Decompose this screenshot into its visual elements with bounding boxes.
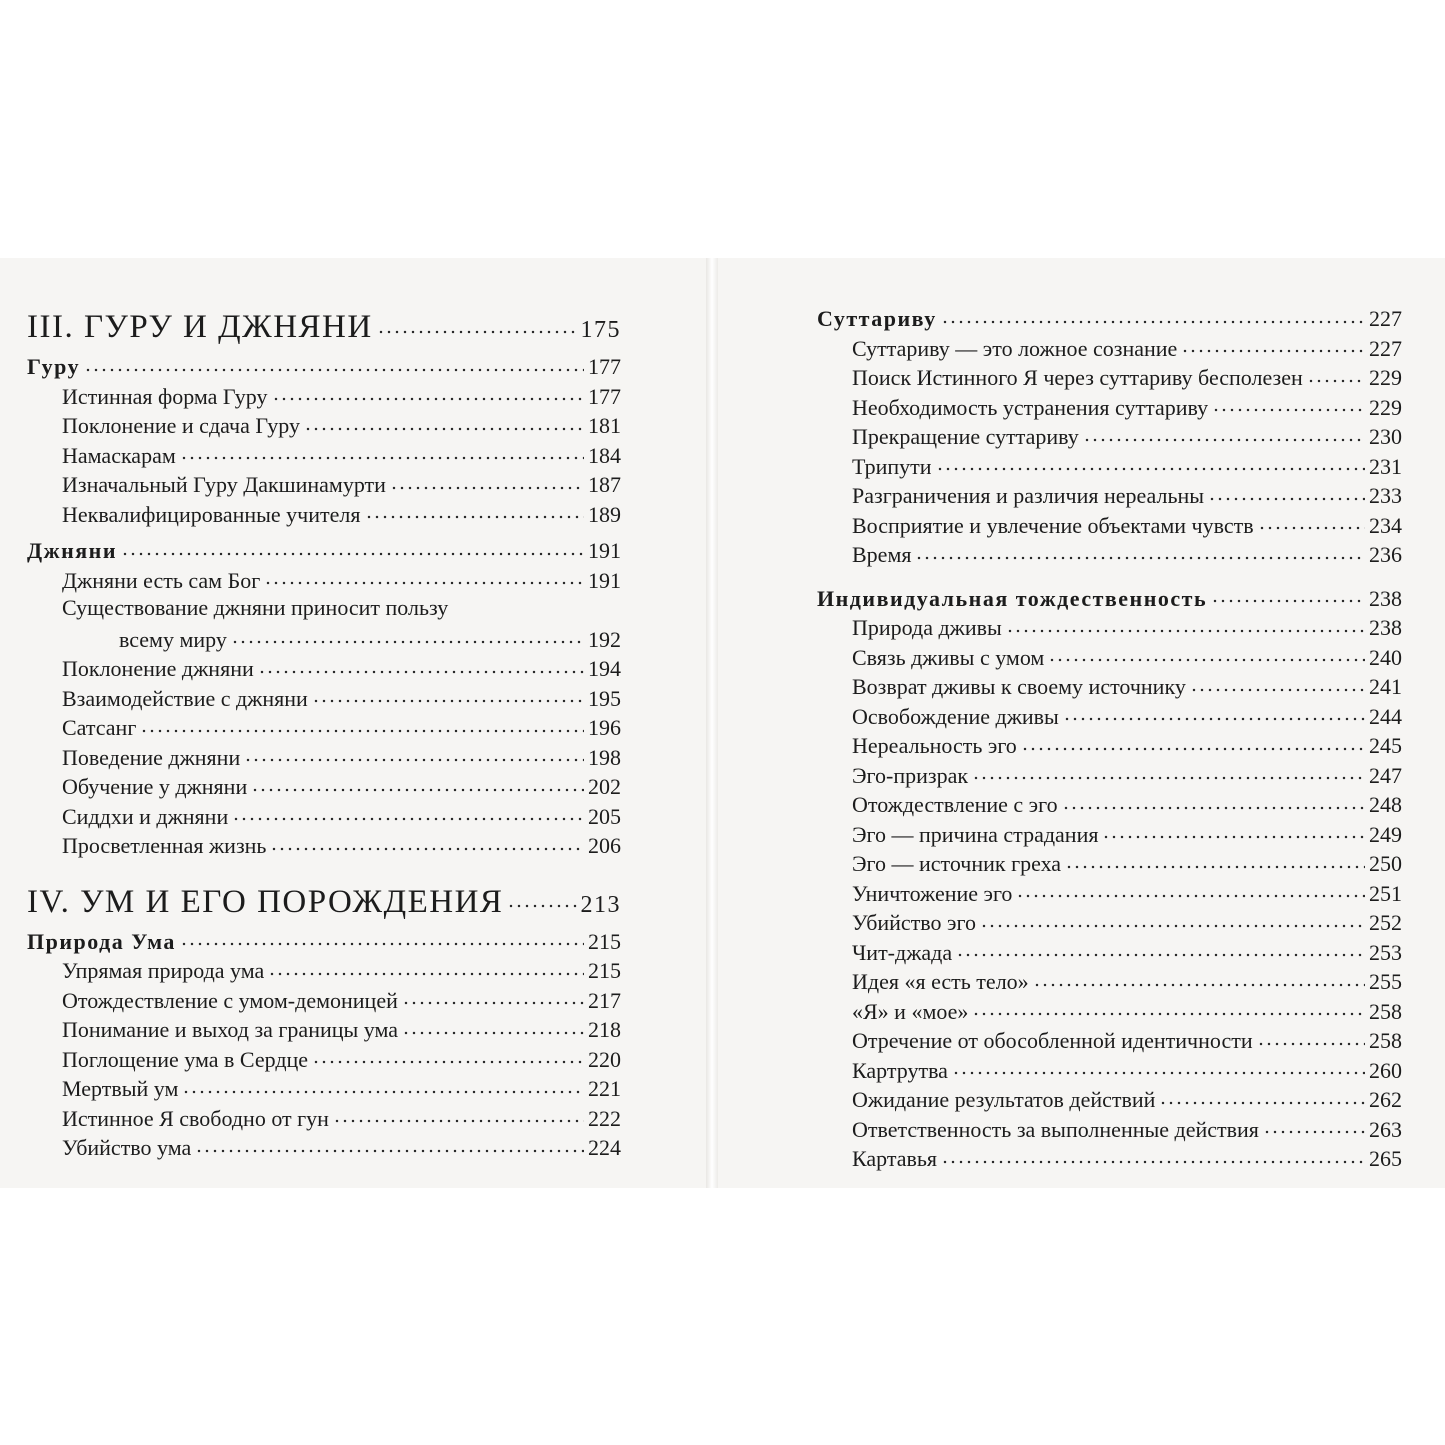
dot-leader: [1190, 672, 1365, 694]
entry-title: Истинная форма Гуру: [62, 383, 268, 409]
page-number: 238: [1369, 615, 1402, 640]
section-title: Гуру: [27, 354, 81, 379]
page-number: 247: [1369, 762, 1402, 788]
dot-leader: [365, 500, 585, 522]
dot-leader: [1083, 422, 1365, 444]
toc-entry: [27, 684, 621, 714]
dot-leader: [140, 713, 584, 735]
dot-leader: [1006, 613, 1365, 635]
left-toc-column: [27, 304, 621, 1163]
dot-leader: [272, 382, 584, 404]
dot-leader: [231, 625, 584, 647]
entry-title: Отождествление с эго: [852, 792, 1058, 817]
page-number: 244: [1369, 703, 1402, 729]
entry-title: Изначальный Гуру Дакшинамурти: [62, 472, 386, 497]
dot-leader: [251, 772, 584, 794]
toc-part-heading: [27, 879, 621, 921]
entry-title: Эго-призрак: [852, 762, 969, 788]
toc-entry: [27, 713, 621, 743]
dot-leader: [1062, 790, 1365, 812]
dot-leader: [390, 470, 584, 492]
entry-title: Суттариву — это ложное сознание: [852, 335, 1178, 361]
entry-title: Отождествление с умом-демоницей: [62, 987, 398, 1013]
page-number: 255: [1369, 969, 1402, 994]
toc-entry: [27, 986, 621, 1016]
toc-entry: [817, 967, 1402, 997]
toc-entry: [817, 334, 1402, 364]
toc-entry: [817, 761, 1402, 791]
page-number: 227: [1369, 335, 1402, 361]
page-number: 229: [1369, 394, 1402, 420]
page-number: 205: [588, 803, 621, 829]
toc-entry: [817, 540, 1402, 570]
page-number: 215: [588, 958, 621, 983]
entry-title: Отречение от обособленной идентичности: [852, 1028, 1253, 1053]
toc-entry: [817, 393, 1402, 423]
page-number: 251: [1369, 880, 1402, 906]
entry-title: Просветленная жизнь: [62, 833, 267, 858]
toc-entry: [817, 790, 1402, 820]
toc-entry: [27, 566, 621, 596]
dot-leader: [402, 1015, 584, 1037]
toc-entry: [817, 452, 1402, 482]
page-number: 217: [588, 987, 621, 1013]
section-title: Природа Ума: [27, 928, 176, 954]
toc-entry: [817, 363, 1402, 393]
toc-entry: [27, 772, 621, 802]
dot-leader: [956, 938, 1365, 960]
toc-entry: [817, 938, 1402, 968]
dot-leader: [121, 536, 584, 558]
page-number: 230: [1369, 424, 1402, 449]
entry-title: Картрутва: [852, 1057, 948, 1083]
dot-leader: [180, 441, 584, 463]
dot-leader: [312, 684, 584, 706]
toc-entry: [817, 1026, 1402, 1056]
toc-entry: [27, 654, 621, 684]
entry-title: Обучение у джняни: [62, 774, 248, 799]
toc-section-heading: [27, 927, 621, 957]
page-number: 245: [1369, 733, 1402, 758]
page-number: 218: [588, 1017, 621, 1042]
toc-entry: [817, 997, 1402, 1027]
page-number: 177: [588, 354, 621, 379]
entry-title: Эго — источник греха: [852, 851, 1062, 876]
toc-section-heading: [27, 536, 621, 566]
entry-title: Время: [852, 542, 912, 567]
page-number: 194: [588, 656, 621, 681]
dot-leader: [1016, 879, 1365, 901]
dot-leader: [1159, 1085, 1365, 1107]
page-number: 241: [1369, 674, 1402, 699]
page-number: 238: [1369, 585, 1402, 611]
entry-title: Прекращение суттариву: [852, 424, 1079, 449]
toc-section-heading: [817, 304, 1402, 334]
dot-leader: [180, 927, 584, 949]
entry-title: Упрямая природа ума: [62, 958, 265, 983]
entry-title: Существование джняни приносит пользу: [62, 595, 449, 620]
page-number: 192: [588, 626, 621, 652]
entry-title: Эго — причина страдания: [852, 821, 1099, 847]
dot-leader: [1307, 363, 1365, 385]
dot-leader: [915, 540, 1365, 562]
dot-leader: [1102, 820, 1365, 842]
dot-leader: [268, 956, 584, 978]
page-number: 198: [588, 744, 621, 770]
entry-title: Поклонение джняни: [62, 656, 254, 681]
page-number: 240: [1369, 644, 1402, 670]
dot-leader: [941, 1144, 1365, 1166]
toc-entry: [27, 382, 621, 412]
page-number: 187: [588, 472, 621, 497]
entry-title: Чит-джада: [852, 939, 953, 965]
toc-entry-continuation: [27, 625, 621, 655]
entry-title: Уничтожение эго: [852, 880, 1013, 906]
dot-leader: [1063, 702, 1365, 724]
toc-entry: [27, 1045, 621, 1075]
dot-leader: [258, 654, 584, 676]
toc-entry: [27, 831, 621, 861]
entry-title: Убийство эго: [852, 910, 976, 935]
entry-title: Поведение джняни: [62, 744, 241, 770]
page-number: 181: [588, 413, 621, 438]
toc-entry: [817, 613, 1402, 643]
page-number: 191: [588, 538, 621, 563]
toc-entry: [817, 731, 1402, 761]
dot-leader: [952, 1056, 1365, 1078]
dot-leader: [182, 1074, 584, 1096]
toc-entry: [817, 511, 1402, 541]
dot-leader: [84, 352, 584, 374]
dot-leader: [1065, 849, 1365, 871]
toc-entry: [27, 441, 621, 471]
dot-leader: [980, 908, 1365, 930]
toc-entry: [27, 1133, 621, 1163]
dot-leader: [972, 761, 1365, 783]
entry-title: Поглощение ума в Сердце: [62, 1046, 309, 1072]
dot-leader: [1263, 1115, 1365, 1137]
toc-entry: [817, 1144, 1402, 1174]
toc-entry: [817, 422, 1402, 452]
entry-title: Убийство ума: [62, 1135, 192, 1160]
toc-entry: [27, 1074, 621, 1104]
dot-leader: [941, 304, 1365, 326]
entry-title: Неквалифицированные учителя: [62, 501, 361, 527]
page-number: 206: [588, 833, 621, 858]
toc-entry: [817, 908, 1402, 938]
entry-title: Возврат дживы к своему источнику: [852, 674, 1186, 699]
dot-leader: [1021, 731, 1365, 753]
entry-title: Идея «я есть тело»: [852, 969, 1029, 994]
page-number: 260: [1369, 1057, 1402, 1083]
page-number: 263: [1369, 1116, 1402, 1142]
entry-title: Восприятие и увлечение объектами чувств: [852, 512, 1254, 538]
entry-title: Взаимодействие с джняни: [62, 685, 308, 711]
toc-entry: [27, 743, 621, 773]
toc-section-heading: [817, 584, 1402, 614]
toc-part-heading: [27, 304, 621, 346]
entry-title: Истинное Я свободно от гун: [62, 1105, 329, 1131]
section-title: Суттариву: [817, 306, 937, 331]
dot-leader: [1258, 511, 1365, 533]
page-number: 215: [588, 928, 621, 954]
part-title: IV. УМ И ЕГО ПОРОЖДЕНИЯ: [27, 883, 504, 920]
page-number: 250: [1369, 851, 1402, 876]
toc-entry: [817, 481, 1402, 511]
entry-title: Освобождение дживы: [852, 703, 1059, 729]
dot-leader: [232, 802, 584, 824]
toc-entry: [817, 672, 1402, 702]
toc-entry: [27, 1104, 621, 1134]
page-number: 175: [580, 317, 621, 343]
entry-title: Сатсанг: [62, 715, 137, 740]
right-toc-column: [817, 304, 1402, 1174]
dot-leader: [1208, 481, 1365, 503]
entry-title: Поиск Истинного Я через суттариву бесполезен: [852, 365, 1303, 390]
dot-leader: [264, 566, 584, 588]
toc-entry: [27, 802, 621, 832]
dot-leader: [333, 1104, 584, 1126]
part-title: III. ГУРУ И ДЖНЯНИ: [27, 309, 373, 345]
page-number: 248: [1369, 792, 1402, 817]
dot-leader: [402, 986, 584, 1008]
page-number: 258: [1369, 998, 1402, 1024]
book-gutter: [706, 258, 718, 1188]
entry-title: Трипути: [852, 453, 932, 479]
page-number: 222: [588, 1105, 621, 1131]
page-number: 196: [588, 715, 621, 740]
dot-leader: [507, 879, 576, 912]
toc-entry: [27, 411, 621, 441]
entry-title: Разграничения и различия нереальны: [852, 483, 1205, 508]
dot-leader: [1212, 393, 1365, 415]
page-number: 227: [1369, 306, 1402, 331]
page-number: 234: [1369, 512, 1402, 538]
entry-title: Джняни есть сам Бог: [62, 567, 261, 593]
entry-title: «Я» и «мое»: [852, 998, 969, 1024]
entry-title: Мертвый ум: [62, 1076, 179, 1101]
toc-entry: [27, 595, 621, 625]
entry-title: Нереальность эго: [852, 733, 1017, 758]
entry-title: Картавья: [852, 1146, 938, 1171]
dot-leader: [1181, 334, 1365, 356]
entry-title: Связь дживы с умом: [852, 644, 1045, 670]
dot-leader: [1033, 967, 1365, 989]
toc-entry: [27, 956, 621, 986]
page-number: 249: [1369, 821, 1402, 847]
page-number: 262: [1369, 1087, 1402, 1112]
section-title: Индивидуальная тождественность: [817, 585, 1208, 611]
entry-title: Ожидание результатов действий: [852, 1087, 1156, 1112]
page-number: 233: [1369, 483, 1402, 508]
page-number: 177: [588, 383, 621, 409]
dot-leader: [244, 743, 584, 765]
dot-leader: [972, 997, 1365, 1019]
dot-leader: [1211, 584, 1365, 606]
entry-title: Ответственность за выполненные действия: [852, 1116, 1259, 1142]
toc-section-heading: [27, 352, 621, 382]
entry-title: Поклонение и сдача Гуру: [62, 413, 300, 438]
toc-entry: [27, 500, 621, 530]
entry-title: Понимание и выход за границы ума: [62, 1017, 399, 1042]
dot-leader: [1257, 1026, 1365, 1048]
toc-entry: [817, 1115, 1402, 1145]
dot-leader: [1048, 643, 1365, 665]
dot-leader: [377, 304, 577, 337]
entry-title: Сиддхи и джняни: [62, 803, 229, 829]
page-number: 202: [588, 774, 621, 799]
toc-entry: [817, 643, 1402, 673]
page-number: 220: [588, 1046, 621, 1072]
page-number: 191: [588, 567, 621, 593]
dot-leader: [195, 1133, 584, 1155]
dot-leader: [270, 831, 584, 853]
page-number: 213: [580, 891, 621, 918]
entry-title: Намаскарам: [62, 442, 176, 468]
toc-entry: [817, 1085, 1402, 1115]
page-number: 184: [588, 442, 621, 468]
toc-entry: [27, 1015, 621, 1045]
page-number: 258: [1369, 1028, 1402, 1053]
page-number: 195: [588, 685, 621, 711]
entry-title: Природа дживы: [852, 615, 1002, 640]
dot-leader: [312, 1045, 584, 1067]
toc-entry: [27, 470, 621, 500]
page-number: 265: [1369, 1146, 1402, 1171]
toc-entry: [817, 1056, 1402, 1086]
page-number: 236: [1369, 542, 1402, 567]
page-number: 221: [588, 1076, 621, 1101]
entry-title-continuation: всему миру: [119, 626, 227, 652]
page-number: 229: [1369, 365, 1402, 390]
toc-entry: [817, 879, 1402, 909]
dot-leader: [304, 411, 584, 433]
page-number: 189: [588, 501, 621, 527]
page-number: 253: [1369, 939, 1402, 965]
page-number: 231: [1369, 453, 1402, 479]
toc-entry: [817, 820, 1402, 850]
toc-entry: [817, 702, 1402, 732]
page-number: 252: [1369, 910, 1402, 935]
page-number: 224: [588, 1135, 621, 1160]
entry-title: Необходимость устранения суттариву: [852, 394, 1209, 420]
dot-leader: [936, 452, 1365, 474]
toc-entry: [817, 849, 1402, 879]
section-title: Джняни: [27, 538, 118, 563]
